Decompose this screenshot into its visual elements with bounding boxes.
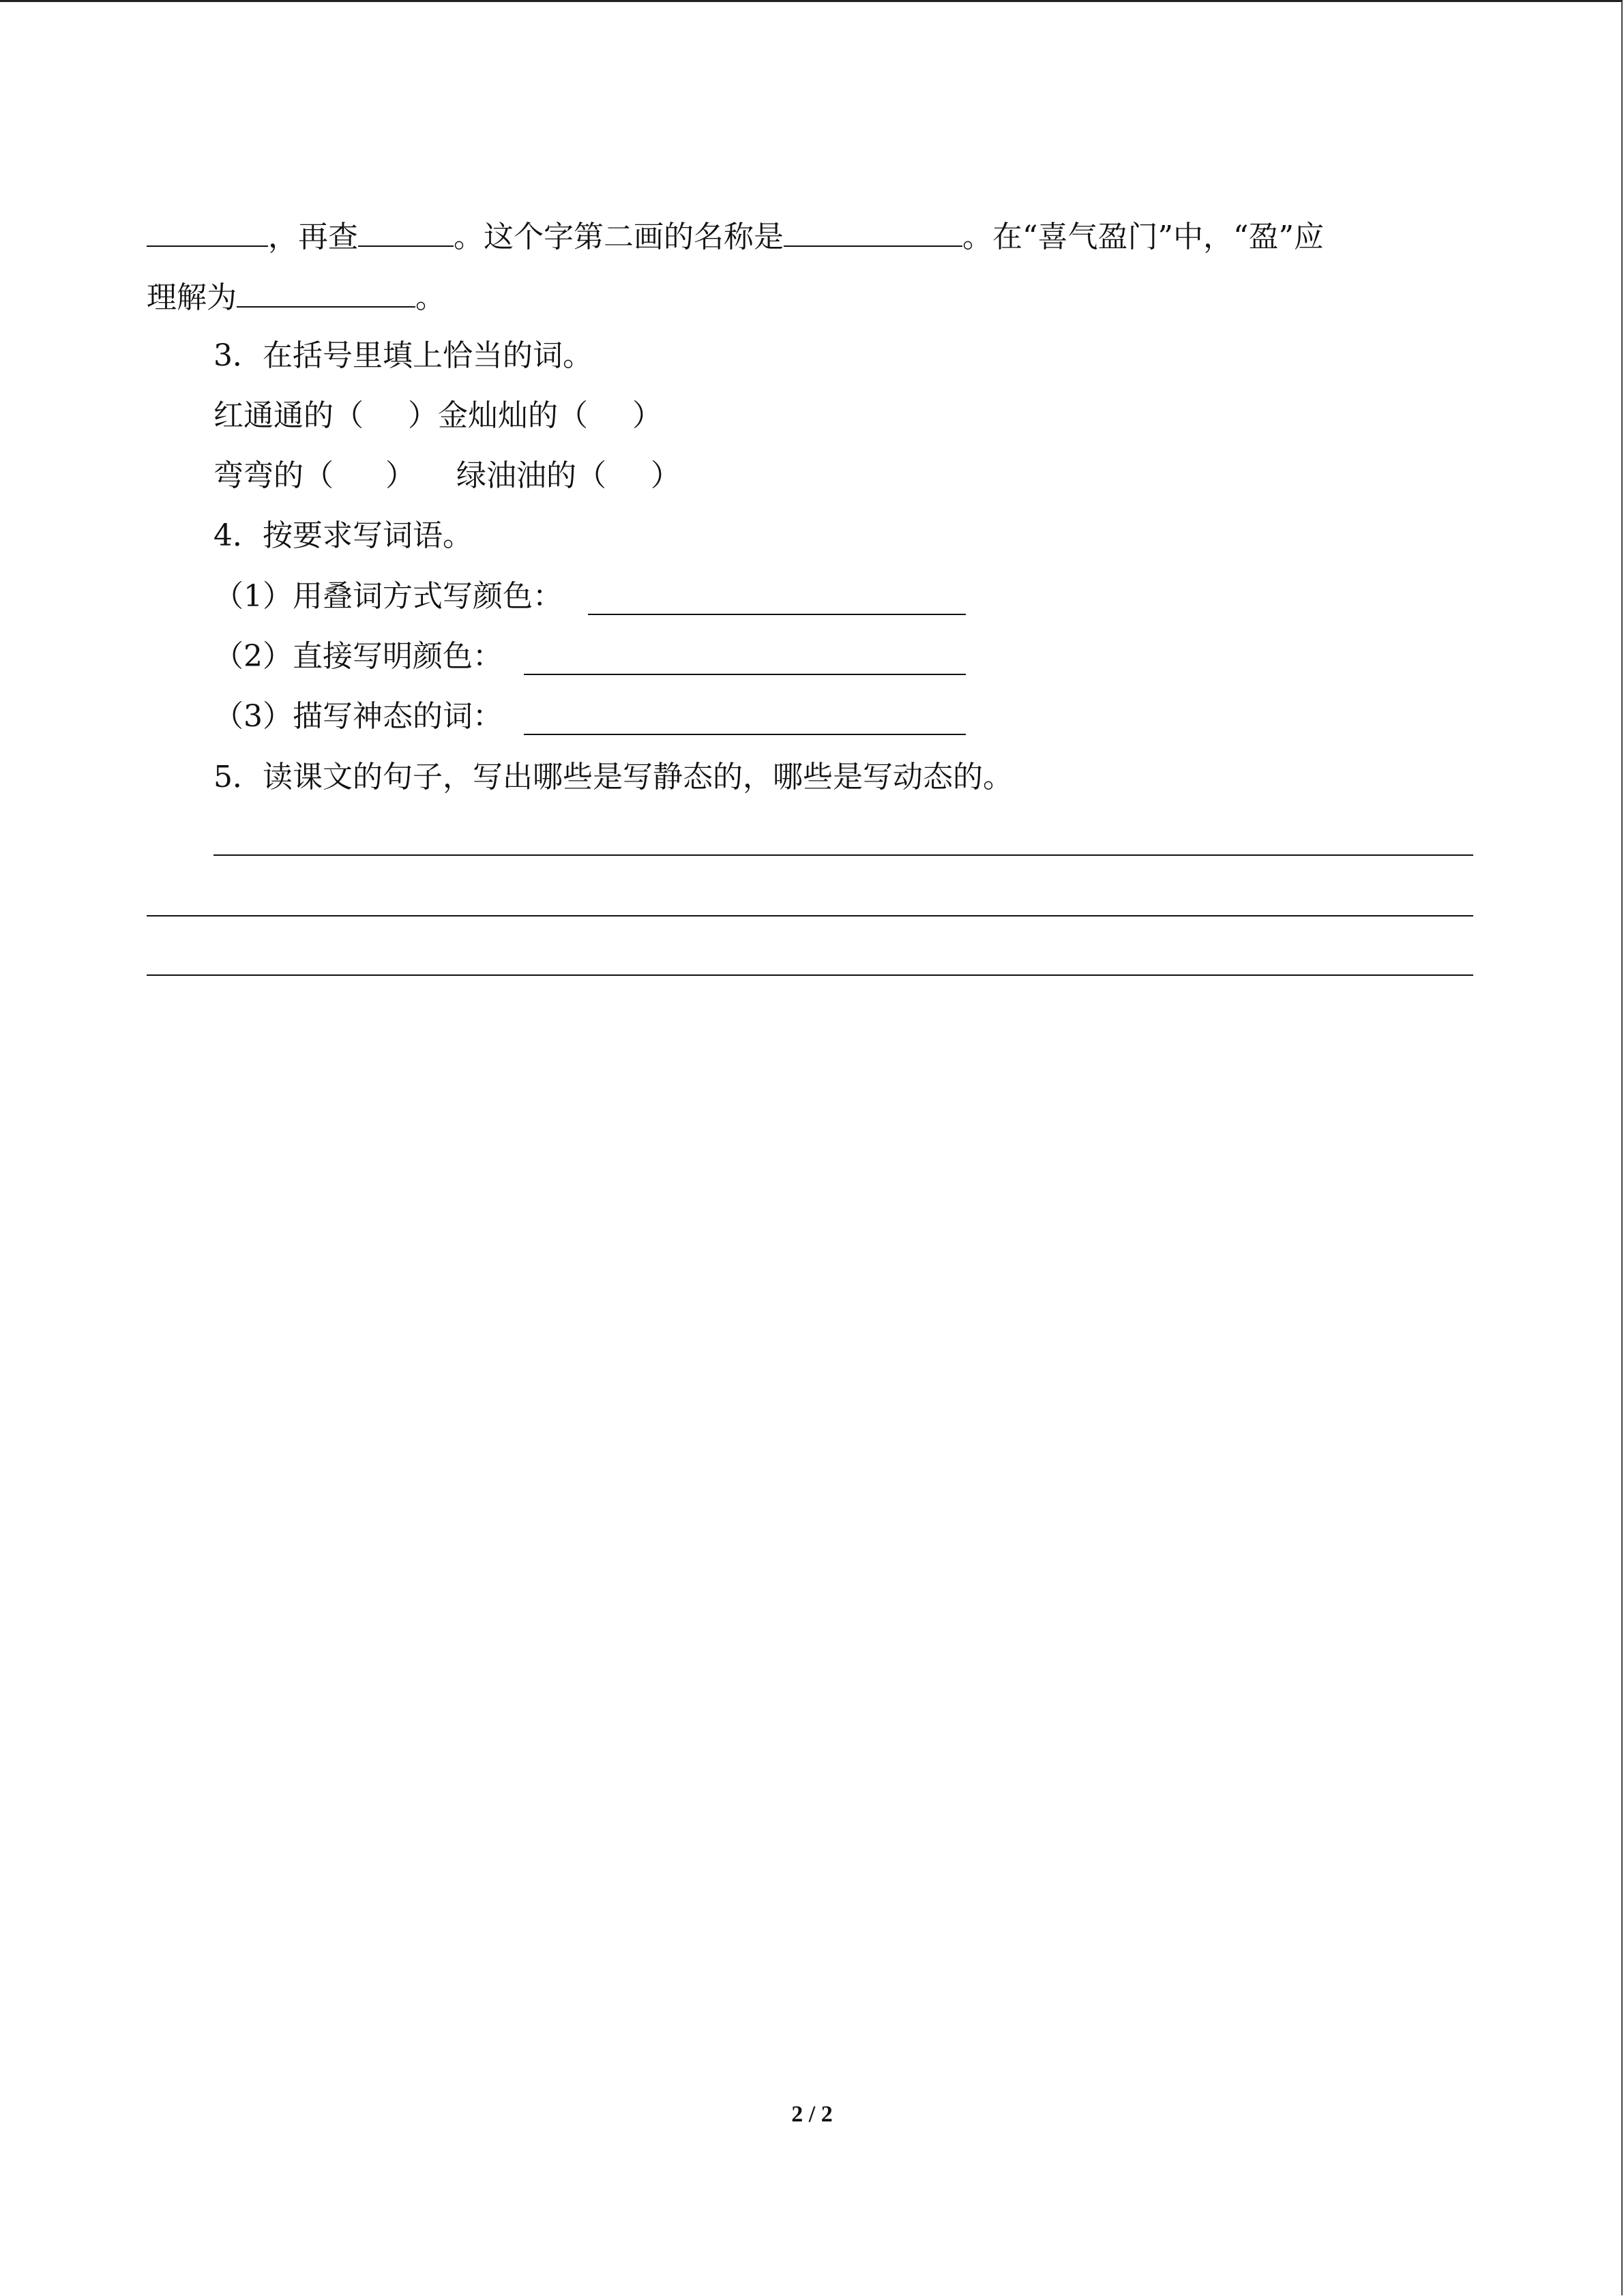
q3-text: ） bbox=[632, 398, 662, 433]
answer-blank[interactable] bbox=[784, 214, 962, 247]
q3-row-1 bbox=[213, 396, 662, 436]
answer-line[interactable] bbox=[147, 974, 1473, 976]
page-number: 2 / 2 bbox=[791, 2102, 833, 2127]
q2-line-1 bbox=[147, 214, 1324, 258]
q4-item-label: （2）直接写明颜色： bbox=[213, 639, 503, 674]
q4-item-label: （3）描写神态的词： bbox=[213, 699, 503, 734]
answer-blank[interactable] bbox=[358, 214, 454, 247]
q4-item-2 bbox=[213, 636, 503, 677]
answer-line[interactable] bbox=[524, 734, 966, 735]
q2-text: 理解为 bbox=[147, 280, 237, 315]
q2-text: 。在“喜气盈门”中，“盈”应 bbox=[962, 220, 1324, 254]
answer-line[interactable] bbox=[588, 614, 966, 615]
answer-blank[interactable] bbox=[147, 214, 268, 247]
answer-blank[interactable] bbox=[237, 275, 415, 308]
q5-prompt: 5．读课文的句子，写出哪些是写静态的，哪些是写动态的。 bbox=[213, 760, 1013, 794]
answer-line[interactable] bbox=[524, 674, 966, 675]
q2-text: ，再查 bbox=[268, 220, 358, 254]
q2-text: 。这个字第二画的名称是 bbox=[454, 220, 784, 254]
q2-text: 。 bbox=[415, 280, 445, 315]
q3-row-2 bbox=[213, 456, 681, 496]
q3-text: 红通通的（ bbox=[213, 398, 364, 433]
q2-line-2 bbox=[147, 275, 445, 318]
answer-line[interactable] bbox=[147, 915, 1473, 916]
q3-text: 绿油油的（ bbox=[456, 458, 606, 493]
q3-text: ）金灿灿的（ bbox=[408, 398, 588, 433]
q4-item-1 bbox=[213, 576, 563, 617]
q4-item-3 bbox=[213, 696, 503, 737]
answer-line[interactable] bbox=[213, 854, 1473, 856]
q4-prompt: 4．按要求写词语。 bbox=[213, 518, 473, 553]
q3-text: ） bbox=[651, 458, 681, 493]
q4-item-label: （1）用叠词方式写颜色： bbox=[213, 579, 563, 614]
q3-text: ） bbox=[385, 458, 415, 493]
q3-text: 弯弯的（ bbox=[213, 458, 334, 493]
q3-prompt: 3．在括号里填上恰当的词。 bbox=[213, 338, 593, 373]
